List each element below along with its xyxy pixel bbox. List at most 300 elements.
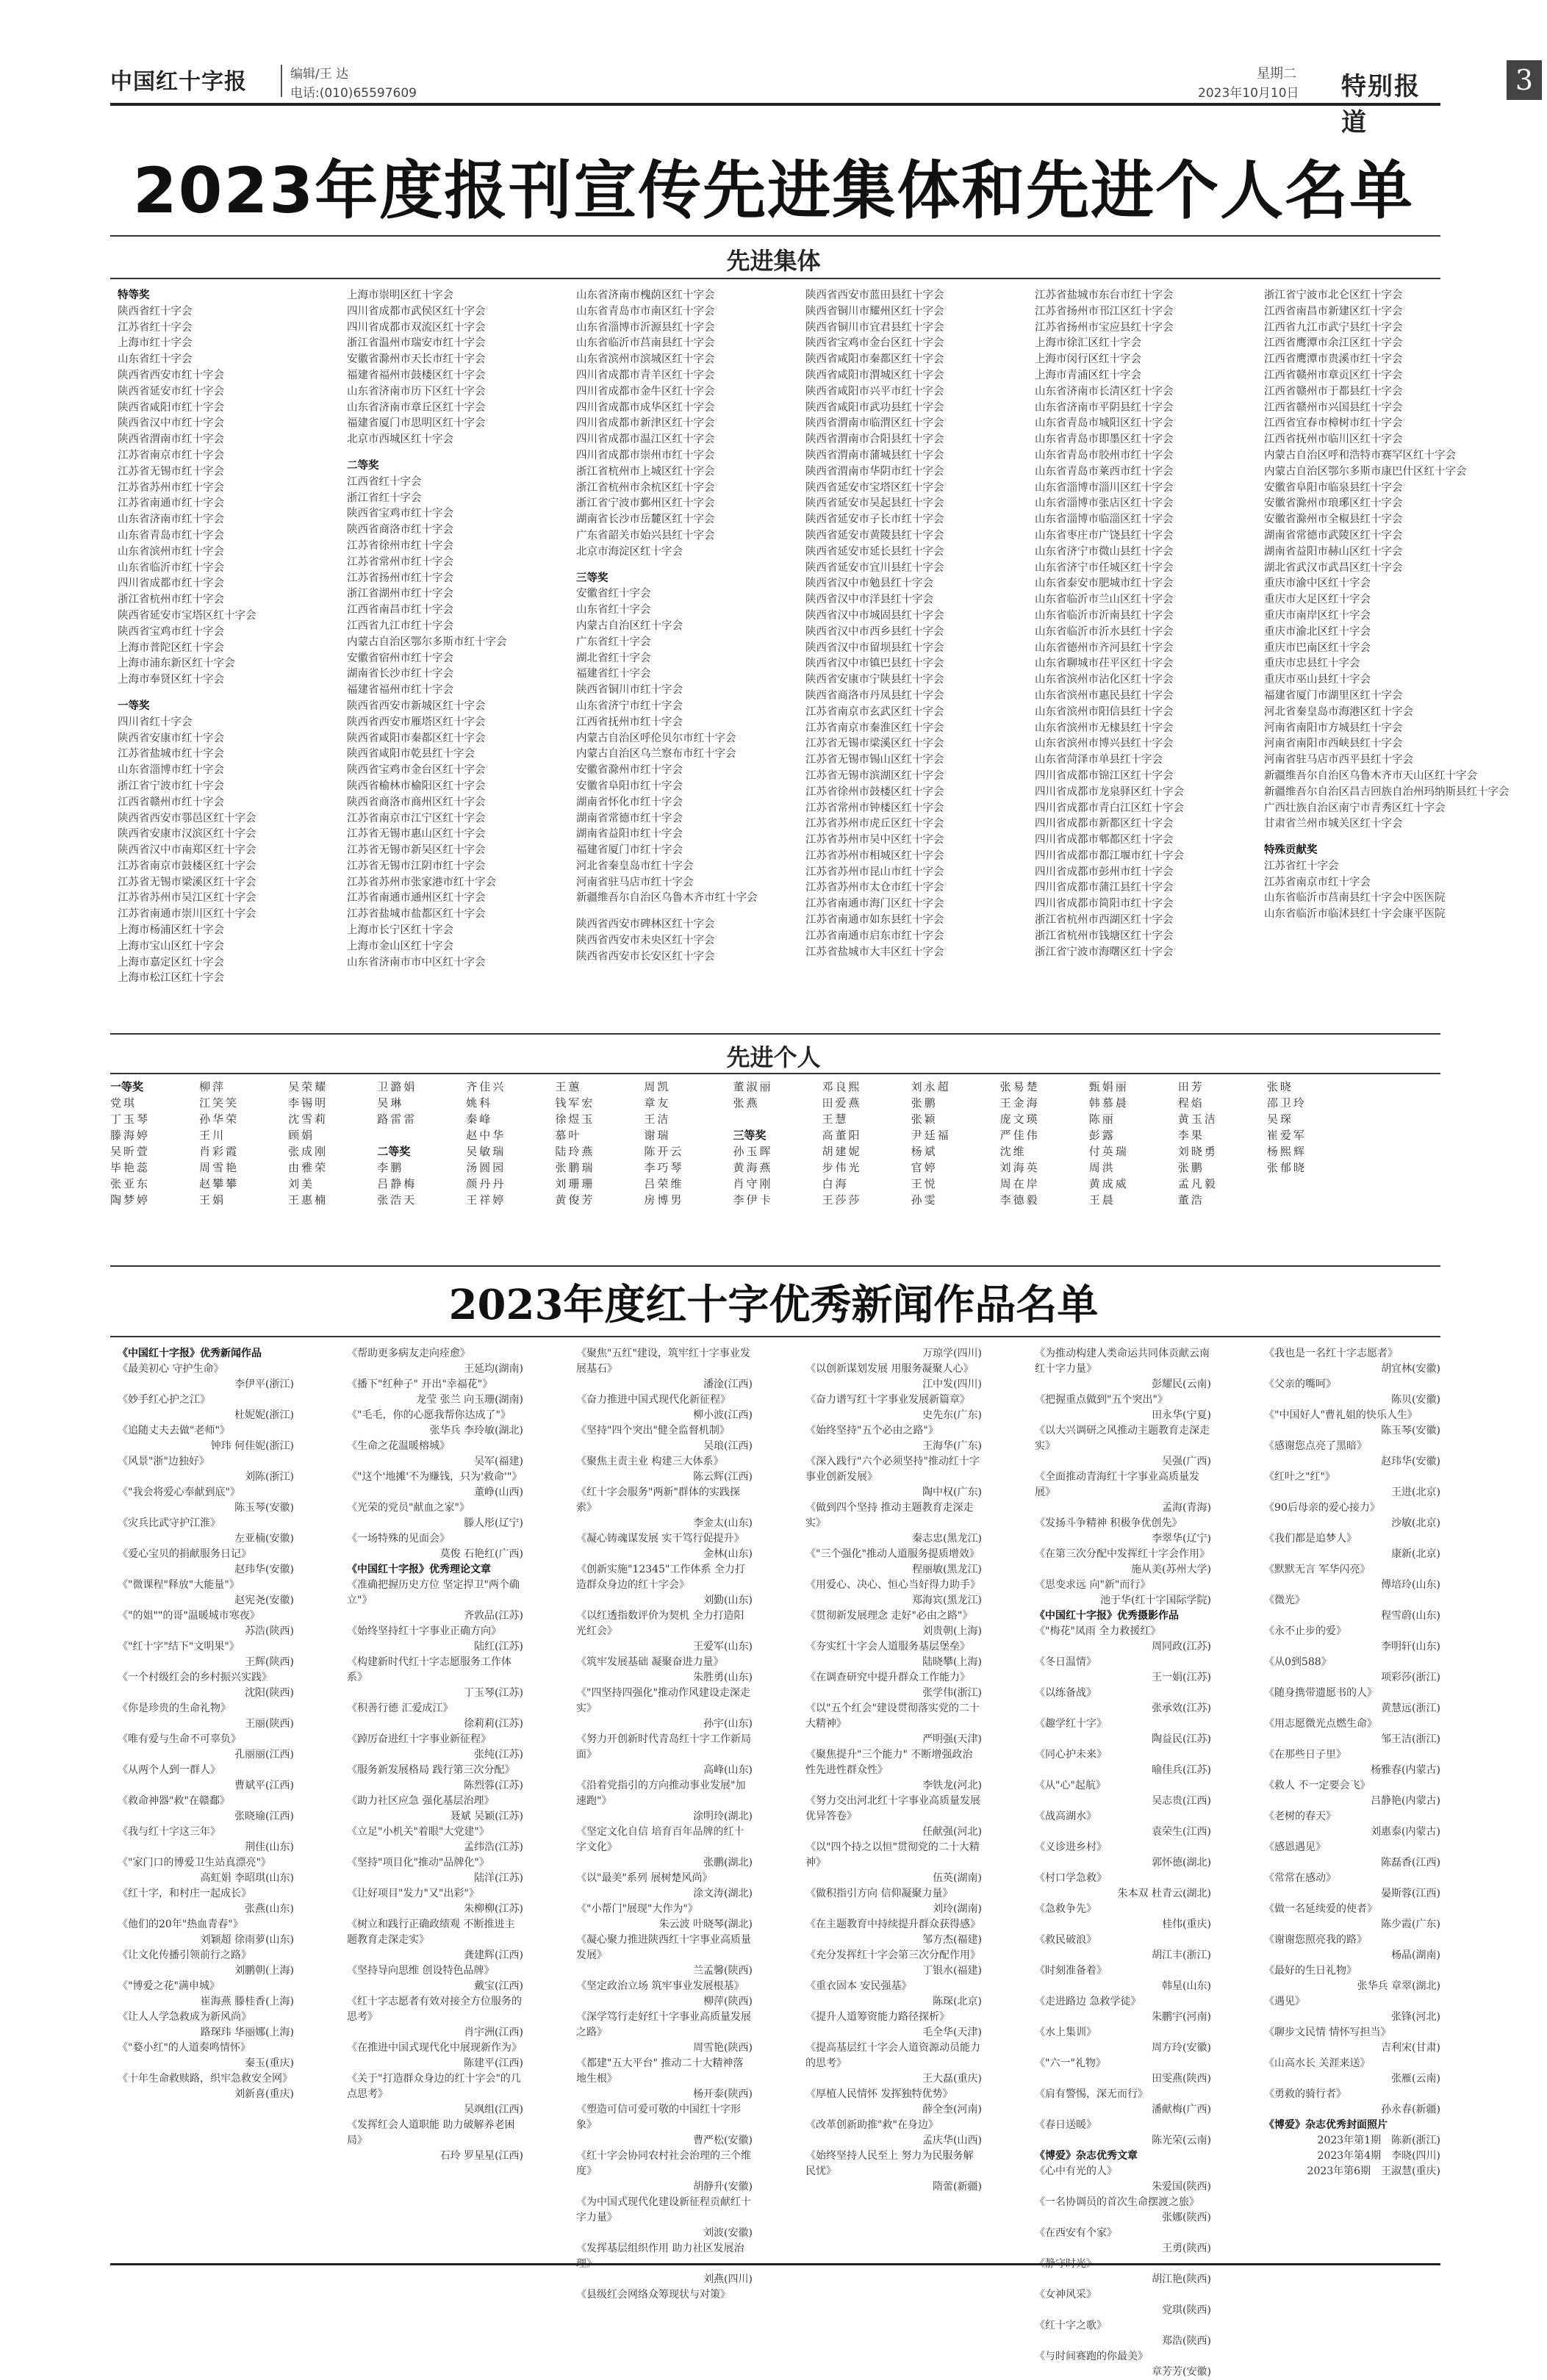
works-entry — [347, 1794, 523, 1824]
individual-name: 王悦 — [911, 1177, 938, 1190]
works-entry — [1264, 1871, 1440, 1902]
section-divider — [110, 278, 1440, 279]
individual-name: 付英瑞 — [1088, 1145, 1129, 1158]
collective-entry: 四川省成都市武侯区红十字会 — [347, 305, 486, 317]
collective-entry: 江苏省扬州市邗江区红十字会 — [1035, 305, 1174, 317]
collective-entry: 安徽省宿州市红十字会 — [347, 652, 453, 664]
work-author: 吴强(广西) — [1162, 1456, 1211, 1467]
work-title: 《随身携带遗愿书的人》 — [1264, 1687, 1377, 1699]
work-author: 郑浩(陕西) — [1162, 2335, 1211, 2347]
collective-entry: 江苏省无锡市新吴区红十字会 — [347, 844, 486, 857]
work-author: 张锋(河北) — [1391, 2011, 1440, 2023]
work-author: 王爱军(山东) — [693, 1641, 753, 1653]
individual-name: 章友 — [644, 1096, 671, 1110]
works-entry — [576, 1392, 753, 1423]
individual-name: 邓良熙 — [822, 1080, 862, 1093]
individual-name: 官婷 — [911, 1161, 938, 1174]
collective-entry: 江苏省南通市崇川区红十字会 — [118, 908, 256, 921]
work-title: 《奋力推进中国式现代化新征程》 — [576, 1394, 731, 1406]
work-title: 《肩有警惕，深无而行》 — [1035, 2088, 1148, 2100]
work-author: 张晓瑜(江西) — [234, 1811, 294, 1822]
collective-entry: 广东省韶关市始兴县红十字会 — [576, 529, 715, 542]
works-entry — [805, 1639, 982, 1670]
award-category: 一等奖 — [118, 700, 150, 712]
individual-name: 肖守刚 — [733, 1177, 773, 1190]
collective-entry: 陕西省铜川市耀州区红十字会 — [805, 305, 944, 317]
work-author: 吕静艳(内蒙古) — [1371, 1795, 1440, 1807]
collective-column — [1264, 288, 1510, 923]
collective-entry: 湖南省长沙市岳麓区红十字会 — [576, 514, 715, 526]
individuals-heading: 先进个人 — [726, 1043, 821, 1071]
work-title: 《常常在感动》 — [1264, 1872, 1336, 1884]
collective-entry: 浙江省宁波市红十字会 — [118, 780, 224, 792]
individual-name: 李德毅 — [999, 1193, 1040, 1207]
individual-name: 崔爱军 — [1266, 1129, 1307, 1142]
work-title: 《"的姐""的哥"温暖城市寒夜》 — [118, 1610, 260, 1622]
work-title: 《树立和践行正确政绩观 不断推进主题教育走深走实》 — [347, 1919, 515, 1946]
collective-entry: 江苏省无锡市江阴市红十字会 — [347, 860, 486, 872]
work-author: 韩星(山东) — [1162, 1980, 1211, 1992]
works-entry — [1035, 2118, 1211, 2149]
work-author: 荆佳(山东) — [245, 1841, 294, 1853]
collective-entry: 山东省滨州市阳信县红十字会 — [1035, 705, 1174, 718]
work-author: 喻佳兵(江苏) — [1152, 1764, 1211, 1776]
collective-entry: 陕西省汉中市城固县红十字会 — [805, 609, 944, 622]
work-title: 《坚定文化自信 培育百年品牌的红十字文化》 — [576, 1826, 744, 1853]
individual-name: 王洁 — [644, 1112, 671, 1126]
work-author: 毛全华(天津) — [922, 2027, 982, 2038]
individual-name: 董淑丽 — [733, 1080, 773, 1093]
work-title: 《"红十字"结下"文明果"》 — [118, 1641, 240, 1653]
award-category: 一等奖 — [110, 1080, 144, 1093]
header-divider — [281, 65, 282, 97]
individual-name: 卫潞娟 — [377, 1080, 417, 1093]
individual-name: 张燕 — [733, 1096, 760, 1110]
works-entry — [805, 1608, 982, 1639]
individual-name — [1356, 1095, 1440, 1111]
works-column — [576, 1346, 753, 2303]
works-entry — [1264, 1346, 1440, 1377]
work-title: 《以创新谋划发展 用服务凝聚人心》 — [805, 1363, 974, 1375]
collective-entry: 江西省赣州市兴国县红十字会 — [1264, 401, 1403, 414]
individual-name: 周在岸 — [999, 1177, 1040, 1190]
works-entry — [805, 1670, 982, 1701]
collective-entry: 江西省抚州市红十字会 — [576, 716, 683, 728]
works-entry — [1264, 2149, 1440, 2164]
work-author: 兰孟馨(陕西) — [693, 1965, 753, 1977]
work-title: 《筑牢发展基础 凝聚奋进力量》 — [576, 1656, 724, 1668]
individual-name: 路雷雷 — [377, 1112, 417, 1126]
collective-entry: 陕西省延安市延长县红十字会 — [805, 545, 944, 558]
work-title: 《以红透指数评价为契机 全力打造阳光红会》 — [576, 1610, 744, 1637]
work-author: 陈琛(北京) — [933, 1996, 982, 2007]
work-title: 《父亲的嘴呵》 — [1264, 1378, 1336, 1390]
works-entry — [118, 1917, 294, 1948]
collective-entry: 陕西省宝鸡市金台区红十字会 — [347, 764, 486, 777]
work-title: 《谢谢您照亮我的路》 — [1264, 1934, 1367, 1946]
individual-name: 周雪艳 — [199, 1161, 240, 1174]
work-author: 吴军(福建) — [474, 1456, 523, 1467]
collective-entry: 四川省成都市红十字会 — [118, 578, 224, 590]
work-title: 《深入践行"六个必须坚持"推动红十字事业创新发展》 — [805, 1456, 980, 1483]
individual-name: 庞文瑛 — [999, 1112, 1040, 1126]
individual-name: 沈雪莉 — [288, 1112, 329, 1126]
collective-entry: 江苏省南通市通州区红十字会 — [347, 892, 486, 905]
collective-entry: 四川省成都市温江区红十字会 — [576, 434, 715, 446]
work-author: 郑海宾(黑龙江) — [912, 1595, 982, 1606]
work-author: 涂文涛(湖北) — [693, 1888, 753, 1899]
work-author: 王丽(陕西) — [245, 1718, 294, 1730]
collective-entry: 内蒙古自治区呼和浩特市赛罕区红十字会 — [1264, 449, 1456, 461]
work-author: 孙宇(山东) — [703, 1718, 753, 1730]
work-author: 吴志贵(江西) — [1152, 1795, 1211, 1807]
individual-name: 张亚东 — [110, 1177, 151, 1190]
works-entry — [1264, 2056, 1440, 2087]
work-title: 《聚焦提升"三个能力" 不断增强政治性先进性群众性》 — [805, 1749, 973, 1776]
works-entry — [1035, 1747, 1211, 1778]
award-category: 二等奖 — [347, 459, 379, 472]
collective-entry: 陕西省商洛市红十字会 — [347, 524, 453, 536]
section-divider — [110, 1336, 1440, 1337]
works-entry — [347, 1377, 523, 1408]
collective-entry: 湖北省武汉市武昌区红十字会 — [1264, 561, 1403, 574]
work-title: 《"梅花"凤雨 全力救援红》 — [1035, 1625, 1161, 1637]
work-author: 陆晓攀(上海) — [922, 1656, 982, 1668]
work-title: 《与时间赛跑的你最美》 — [1035, 2351, 1148, 2362]
individual-name: 王祥婷 — [466, 1193, 506, 1207]
work-author: 史先东(广东) — [922, 1409, 982, 1421]
works-entry — [1035, 2164, 1211, 2195]
work-title: 《"这个'地摊'不为赚钱，只为'救命'"》 — [347, 1471, 523, 1483]
individual-name: 刘海英 — [999, 1161, 1040, 1174]
collective-entry: 四川省成都市彭州市红十字会 — [1035, 866, 1174, 878]
work-title: 《救民破浪》 — [1035, 1934, 1096, 1946]
work-author: 张鹏(湖北) — [703, 1857, 753, 1869]
collective-entry: 陕西省延安市子长市红十字会 — [805, 514, 944, 526]
individual-name: 孟凡毅 — [1177, 1177, 1218, 1190]
collective-entry: 上海市嘉定区红十字会 — [118, 956, 224, 968]
works-entry — [805, 1794, 982, 1840]
work-title: 《在调查研究中提升群众工作能力》 — [805, 1672, 970, 1683]
work-title: 《让文化传播引领前行之路》 — [118, 1949, 251, 1961]
collective-entry: 新疆维吾尔自治区乌鲁木齐市红十字会 — [576, 892, 758, 905]
collective-entry: 内蒙古自治区鄂尔多斯市红十字会 — [347, 636, 507, 648]
collective-entry: 山东省临沂市莒南县红十字会中医医院 — [1264, 892, 1446, 905]
collective-entry: 广西壮族自治区南宁市青秀区红十字会 — [1264, 802, 1446, 814]
work-title: 《"我会将爱心奉献到底"》 — [118, 1486, 240, 1498]
works-entry — [118, 1423, 294, 1454]
collective-entry: 浙江省杭州市红十字会 — [118, 594, 224, 606]
works-entry — [118, 1763, 294, 1794]
collective-entry: 陕西省安康市宁陕县红十字会 — [805, 674, 944, 686]
work-author: 孟庆华(山西) — [922, 2135, 982, 2146]
works-entry — [1264, 1809, 1440, 1840]
work-title: 《把握重点做到"五个突出"》 — [1035, 1394, 1168, 1406]
works-entry — [805, 1886, 982, 1917]
collective-entry: 江西省宜春市樟树市红十字会 — [1264, 417, 1403, 430]
collective-entry: 湖南省益阳市赫山区红十字会 — [1264, 545, 1403, 558]
individual-name: 胡建妮 — [822, 1145, 862, 1158]
collective-entry: 上海市浦东新区红十字会 — [118, 658, 235, 670]
individual-name: 孙华荣 — [199, 1112, 240, 1126]
work-title: 《准确把握历史方位 坚定捍卫"两个确立"》 — [347, 1579, 520, 1606]
collective-entry: 江苏省苏州市吴江区红十字会 — [118, 892, 256, 905]
work-author: 陈光荣(云南) — [1152, 2135, 1211, 2146]
work-author: 周同政(江苏) — [1152, 1641, 1211, 1653]
work-title: 《"小帮门"展现"大作为"》 — [576, 1903, 698, 1915]
individual-name: 吴琳 — [377, 1096, 404, 1110]
individual-name: 吴敏瑞 — [466, 1145, 506, 1158]
page-footer-rule — [110, 2263, 1440, 2265]
collective-entry: 湖北省红十字会 — [576, 652, 651, 664]
work-title: 《最好的生日礼物》 — [1264, 1965, 1357, 1977]
work-title: 《坚定政治立场 筑牢事业发展根基》 — [576, 1980, 744, 1992]
collective-entry: 河北省秦皇岛市海港区红十字会 — [1264, 705, 1413, 718]
work-title: 《感谢您点亮了黑暗》 — [1264, 1440, 1367, 1452]
work-author: 刘勤(山东) — [703, 1595, 753, 1606]
work-author: 沙敏(北京) — [1391, 1517, 1440, 1529]
work-title: 《"博爱之花"满申城》 — [118, 1980, 220, 1992]
collective-entry: 安徽省滁州市琅琊区红十字会 — [1264, 497, 1403, 510]
work-title: 《"毛毛，你的心愿我帮你达成了"》 — [347, 1409, 511, 1421]
individual-name: 柳萍 — [199, 1080, 226, 1093]
works-column — [347, 1346, 523, 2164]
work-author: 朱爱国(陕西) — [1152, 2181, 1211, 2193]
work-title: 《"婺小红"的人道奏鸣情怀》 — [118, 2042, 251, 2054]
work-title: 《用志愿微光点燃生命》 — [1264, 1718, 1377, 1730]
works-entry — [1035, 1809, 1211, 1840]
award-category: 二等奖 — [377, 1145, 411, 1158]
work-author: 张承效(江苏) — [1152, 1703, 1211, 1714]
page-number: 3 — [1507, 60, 1542, 100]
work-author: 伍英(湖南) — [933, 1872, 982, 1884]
works-entry — [347, 1624, 523, 1655]
work-title: 《构建新时代红十字志愿服务工作体系》 — [347, 1656, 512, 1683]
collective-entry: 陕西省咸阳市武功县红十字会 — [805, 401, 944, 414]
collective-entry: 山东省淄博市张店区红十字会 — [1035, 497, 1174, 510]
works-entry — [576, 2102, 753, 2149]
work-author: 党琪(陕西) — [1162, 2304, 1211, 2316]
collective-entry: 福建省厦门市思明区红十字会 — [347, 417, 486, 430]
works-entry — [347, 1500, 523, 1531]
works-entry — [805, 1346, 982, 1362]
collective-entry: 陕西省铜川市宜君县红十字会 — [805, 321, 944, 334]
collective-entry: 陕西省西安市长安区红十字会 — [576, 950, 715, 963]
collective-entry: 陕西省铜川市红十字会 — [576, 684, 683, 697]
work-author: 聂斌 吴颖(江苏) — [450, 1811, 523, 1822]
collective-entry: 江苏省苏州市虎丘区红十字会 — [805, 818, 944, 830]
individual-name: 杨熙辉 — [1266, 1145, 1307, 1158]
collective-entry: 重庆市南岸区红十字会 — [1264, 609, 1371, 622]
works-entry — [1264, 1840, 1440, 1871]
works-entry — [1035, 1423, 1211, 1470]
work-title: 《在第三次分配中发挥红十字会作用》 — [1035, 1548, 1210, 1560]
work-title: 《红十字之歌》 — [1035, 2320, 1107, 2332]
works-entry — [576, 2056, 753, 2102]
individual-name: 孙玉晖 — [733, 1145, 773, 1158]
individual-name — [1267, 1192, 1352, 1208]
collective-entry: 江西省赣州市于都县红十字会 — [1264, 385, 1403, 398]
works-entry — [347, 1701, 523, 1732]
work-title: 《坚持"四个突出"健全监督机制》 — [576, 1425, 730, 1437]
work-title: 《夯实红十字会人道服务基层堡垒》 — [805, 1641, 970, 1653]
collective-entry: 山东省青岛市城阳区红十字会 — [1035, 417, 1174, 430]
works-entry — [118, 1948, 294, 1979]
works-entry — [1264, 1562, 1440, 1593]
collective-entry: 四川省成都市成华区红十字会 — [576, 401, 715, 414]
collective-entry: 浙江省杭州市西湖区红十字会 — [1035, 914, 1174, 927]
collective-entry: 江西省鹰潭市贵溪市红十字会 — [1264, 353, 1403, 366]
work-title: 《改革创新助推"救"在身边》 — [805, 2119, 938, 2131]
individuals-list — [110, 1079, 1440, 1208]
work-title: 《勇救的骑行者》 — [1264, 2088, 1346, 2100]
individual-name: 田爱燕 — [822, 1096, 862, 1110]
individual-name: 顾娟 — [288, 1129, 315, 1142]
works-entry — [576, 1531, 753, 1562]
work-author: 陶益民(江苏) — [1152, 1733, 1211, 1745]
individual-name: 韩慕晨 — [1088, 1096, 1129, 1110]
work-author: 徐莉莉(江苏) — [464, 1718, 523, 1730]
work-author: 刘新喜(重庆) — [234, 2088, 294, 2100]
work-title: 《踔厉奋进红十字事业新征程》 — [347, 1733, 491, 1745]
collective-entry: 江苏省南京市鼓楼区红十字会 — [118, 860, 256, 872]
works-entry — [576, 1562, 753, 1608]
works-entry — [805, 2087, 982, 2118]
collective-entry: 四川省成都市蒲江县红十字会 — [1035, 882, 1174, 894]
individual-name: 彭露 — [1088, 1129, 1116, 1142]
collective-entry: 浙江省杭州市上城区红十字会 — [576, 465, 715, 478]
work-title: 《永不止步的爱》 — [1264, 1625, 1346, 1637]
collective-entry: 山东省济南市槐荫区红十字会 — [576, 290, 715, 301]
work-author: 莫俊 石艳红(广西) — [439, 1548, 523, 1560]
works-entry — [805, 1747, 982, 1794]
collective-entry: 浙江省杭州市余杭区红十字会 — [576, 481, 715, 494]
individual-name — [1356, 1111, 1440, 1127]
collective-entry: 浙江省温州市瑞安市红十字会 — [347, 337, 486, 350]
work-title: 《为中国式现代化建设新征程贡献红十字力量》 — [576, 2196, 751, 2223]
work-author: 2023年第1期 陈新(浙江) — [1317, 2135, 1440, 2146]
collective-entry: 陕西省渭南市蒲城县红十字会 — [805, 449, 944, 461]
works-entry — [1264, 2164, 1440, 2179]
works-entry — [805, 2118, 982, 2149]
work-author: 张雁(云南) — [1391, 2073, 1440, 2085]
work-author: 刘鹏朝(上海) — [234, 1965, 294, 1977]
collective-entry: 安徽省滁州市红十字会 — [576, 764, 683, 777]
individual-name: 刘美 — [288, 1177, 315, 1190]
collective-entry: 江苏省苏州市昆山市红十字会 — [805, 866, 944, 878]
collective-entry: 山东省滨州市沾化区红十字会 — [1035, 674, 1174, 686]
spacer — [347, 448, 567, 459]
spacer — [576, 907, 797, 917]
individual-name: 黄海燕 — [733, 1161, 773, 1174]
section-divider — [110, 1265, 1440, 1267]
collective-entry: 湖南省长沙市红十字会 — [347, 668, 453, 680]
works-entry — [805, 1917, 982, 1948]
work-author: 刘陈(浙江) — [245, 1471, 294, 1483]
collective-entry: 山东省青岛市胶州市红十字会 — [1035, 449, 1174, 461]
collective-entry: 江苏省南京市秦淮区红十字会 — [805, 722, 944, 734]
collective-entry: 陕西省西安市新城区红十字会 — [347, 700, 486, 712]
section-divider — [110, 1073, 1440, 1074]
work-author: 王勇(陕西) — [1162, 2243, 1211, 2254]
collective-entry: 上海市宝山区红十字会 — [118, 940, 224, 952]
works-entry — [118, 1608, 294, 1639]
individual-name: 黄成威 — [1088, 1177, 1129, 1190]
works-entry — [576, 1608, 753, 1655]
work-title: 《厚植人民情怀 发挥独特优势》 — [805, 2088, 953, 2100]
work-author: 袁荣生(江西) — [1152, 1826, 1211, 1838]
work-author: 潘献梅(广西) — [1152, 2104, 1211, 2115]
work-author: 李明轩(山东) — [1381, 1641, 1440, 1653]
work-author: 路琛玮 华丽娜(上海) — [200, 2027, 294, 2038]
collective-entry: 上海市松江区红十字会 — [118, 972, 224, 985]
work-author: 王海华(广东) — [922, 1440, 982, 1452]
editor-credit: 编辑/王 达 — [290, 67, 349, 82]
work-author: 丁银水(福建) — [922, 1965, 982, 1977]
collective-entry: 新疆维吾尔自治区乌鲁木齐市天山区红十字会 — [1264, 769, 1477, 782]
individual-name: 姚科 — [466, 1096, 493, 1110]
individual-name: 刘永超 — [911, 1080, 951, 1093]
work-title: 《风景"浙"边独好》 — [118, 1456, 209, 1467]
individual-name — [1356, 1143, 1440, 1160]
collective-entry: 浙江省宁波市海曙区红十字会 — [1035, 946, 1174, 958]
work-title: 《重衣固本 安民强基》 — [805, 1980, 912, 1992]
works-entry — [576, 1454, 753, 1485]
work-title: 《播下"红种子" 开出"幸福花"》 — [347, 1378, 493, 1390]
collective-entry: 福建省福州市红十字会 — [347, 684, 453, 697]
works-entry — [805, 2149, 982, 2195]
works-entry — [1264, 2133, 1440, 2149]
collective-entry: 陕西省商洛市商州区红十字会 — [347, 796, 486, 808]
works-entry — [1035, 2056, 1211, 2087]
works-entry — [1264, 2025, 1440, 2056]
page-title: 2023年度报刊宣传先进集体和先进个人名单 — [132, 154, 1415, 228]
collective-entry: 江苏省盐城市东台市红十字会 — [1035, 290, 1174, 301]
collective-entry: 陕西省宝鸡市红十字会 — [118, 625, 224, 638]
collective-entry: 江苏省无锡市梁溪区红十字会 — [118, 876, 256, 888]
individual-name: 黄玉洁 — [1177, 1112, 1218, 1126]
collective-entry: 江苏省苏州市太仓市红十字会 — [805, 882, 944, 894]
collective-entry: 四川省成都市龙泉驿区红十字会 — [1035, 785, 1184, 798]
work-author: 胡江丰(浙江) — [1152, 1949, 1211, 1961]
work-author: 龙莹 张兰 向玉珊(湖南) — [416, 1394, 523, 1406]
work-title: 《默默无言 军华闪亮》 — [1264, 1564, 1371, 1575]
work-title: 《聚焦主责主业 构建三大体系》 — [576, 1456, 724, 1467]
works-entry — [347, 1994, 523, 2041]
work-title: 《"微课程"释放"大能量"》 — [118, 1579, 240, 1591]
collective-entry: 四川省成都市金牛区红十字会 — [576, 385, 715, 398]
work-title: 《沿着党指引的方向推动事业发展"加速跑"》 — [576, 1780, 746, 1807]
work-author: 胡宜林(安徽) — [1381, 1363, 1440, 1375]
collective-entry: 山东省青岛市红十字会 — [118, 529, 224, 542]
issue-weekday: 星期二 — [1257, 66, 1296, 82]
individual-name: 李巧琴 — [644, 1161, 684, 1174]
work-author: 严明强(天津) — [922, 1733, 982, 1745]
collective-entry: 上海市奉贤区红十字会 — [118, 674, 224, 686]
work-title: 《做一名延续爱的使者》 — [1264, 1903, 1377, 1915]
work-author: 任献强(河北) — [922, 1826, 982, 1838]
works-entry — [1035, 2257, 1211, 2287]
work-title: 《以练备战》 — [1035, 1687, 1096, 1699]
collective-entry: 山东省济南市市中区红十字会 — [347, 956, 486, 968]
collective-entry: 江西省红十字会 — [347, 475, 422, 488]
individual-name: 程焰 — [1177, 1096, 1205, 1110]
collective-entry: 河南省南阳市西峡县红十字会 — [1264, 738, 1403, 750]
works-entry — [576, 1485, 753, 1531]
works-entry — [1264, 1439, 1440, 1470]
work-title: 《发扬斗争精神 积极争优创先》 — [1035, 1517, 1182, 1529]
collective-entry: 陕西省延安市宝塔区红十字会 — [118, 609, 256, 622]
